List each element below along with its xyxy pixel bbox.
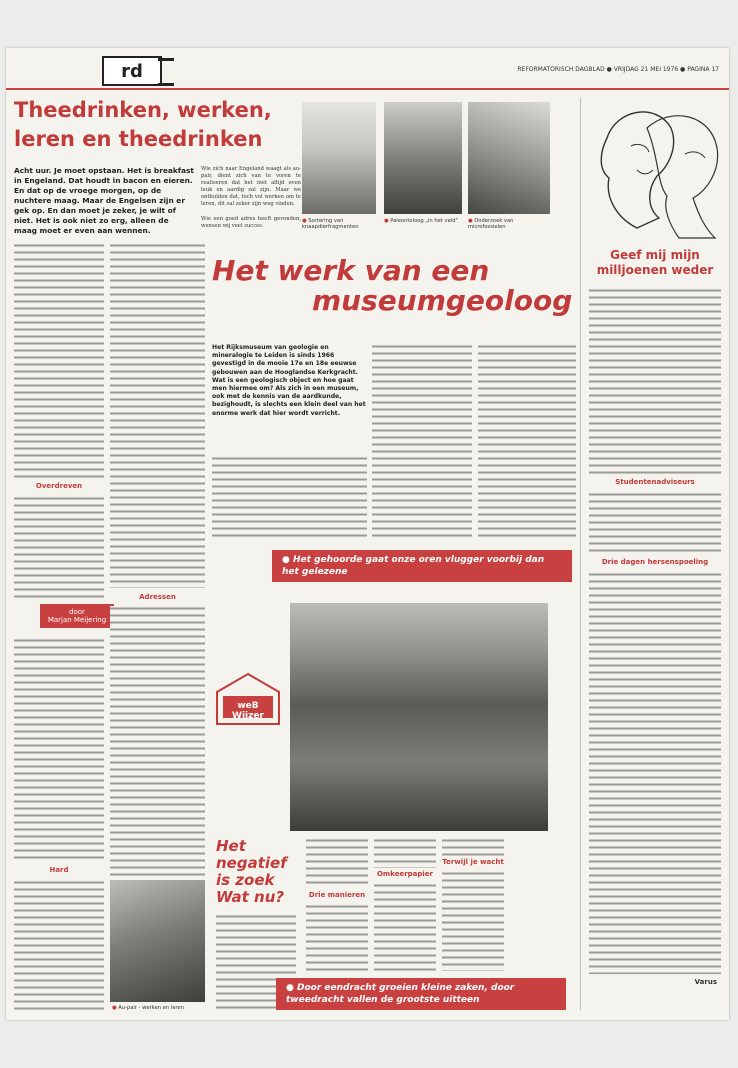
negatief-column-3a: [374, 838, 436, 868]
photo-paleontologist: [384, 102, 462, 214]
article1-column-1b: [14, 496, 104, 600]
subhead-omkeerpapier: Omkeerpapier: [376, 870, 433, 878]
au-pair-caption-text: Au-pair - werken en leren: [118, 1005, 184, 1011]
article2-title-line1: Het werk van een: [212, 254, 490, 287]
right-column-text-2: [589, 492, 721, 554]
faces-icon: [587, 98, 723, 248]
byline-badge: [40, 604, 114, 628]
page-number: PAGINA 17: [687, 66, 719, 73]
caption-microfossils-text: Onderzoek van microfossielen: [468, 218, 514, 230]
article2-column-3: [478, 344, 576, 538]
negatief-column-3b: [374, 883, 436, 971]
article2-lead: Het Rijksmuseum van geologie en mineralogie te Leiden is sinds 1966 gevestigd in de mooie 17e en 18e eeuwse gebouwen aan de Hooglandse Kerkgracht. Wat is een geologisch object en hoe gaat men hiermee om? Als zich in een museum, ook met de kennis van de aardkunde, bezighoudt, is slechts een klein deel van het enorme werk dat hier wordt verricht.: [212, 344, 366, 417]
web-wijzer-logo: [213, 670, 283, 728]
right-column-text-3: [589, 572, 721, 974]
photo-sorting: [302, 102, 376, 214]
subhead-adressen: Adressen: [139, 593, 176, 601]
quote-banner-1-text: Het gehoorde gaat onze oren vlugger voorbij dan het gelezene: [282, 555, 545, 577]
photo-microfossils: [468, 102, 550, 214]
article1-column-2: [110, 243, 205, 588]
intro-paragraph-2: Wie een goed adres heeft gevonden, wensen wij veel succes.: [201, 215, 301, 229]
quote-banner-2-text: Door eendracht groeien kleine zaken, door tweedracht vallen de grootste uitteen: [286, 983, 515, 1005]
subhead-studentenadviseurs: Studentenadviseurs: [615, 478, 695, 486]
negatief-column-4b: [442, 871, 504, 971]
article1-column-1d: [14, 880, 104, 1010]
article1-intro: [201, 166, 301, 234]
masthead-line: REFORMATORISCH DAGBLAD ● VRIJDAG 21 MEI 1976 ● PAGINA 17: [517, 66, 719, 73]
article2-column-2: [372, 344, 472, 538]
au-pair-photo: [110, 880, 205, 1002]
quote-banner-1: ● Het gehoorde gaat onze oren vlugger voorbij dan het gelezene: [272, 550, 572, 582]
negatief-column-2a: [306, 838, 368, 888]
caption-microfossils: ● Onderzoek van microfossielen: [468, 218, 514, 230]
article1-column-1c: [14, 638, 104, 863]
right-column: [580, 98, 729, 1010]
right-title-line2: milljoenen weder: [596, 263, 714, 277]
au-pair-caption: ● Au-pair - werken en leren: [112, 1005, 184, 1011]
subhead-terwijl: Terwijl je wacht: [442, 858, 504, 866]
subhead-hard: Hard: [49, 866, 69, 874]
rd-logo: rd: [102, 56, 162, 86]
logo-bars-icon: [158, 58, 174, 86]
header-rule: [6, 88, 729, 90]
article1-column-1: [14, 243, 104, 478]
right-title: [585, 248, 725, 278]
negatief-column-2b: [306, 904, 368, 972]
caption-sorting: ● Sortering van knaapdierfragmenten: [302, 218, 359, 230]
issue-date: VRIJDAG 21 MEI 1976: [613, 66, 679, 73]
article2-column-1b: [212, 456, 367, 538]
caption-paleontologist: ● Paleontoloog „in het veld": [384, 218, 458, 224]
subhead-overdreven: Overdreven: [35, 482, 83, 490]
article1-column-2b: [110, 606, 205, 876]
byline-label: door: [69, 608, 85, 616]
negatief-column-4a: [442, 838, 504, 856]
newspaper-page: [6, 48, 729, 1020]
article1-title: Theedrinken, werken, leren en theedrinken: [14, 98, 272, 151]
article2-title-line2: museumgeoloog: [312, 284, 573, 317]
web-wijzer-text: weB Wijzer: [232, 701, 264, 721]
negatief-title: Het negatief is zoek Wat nu?: [216, 837, 287, 906]
caption-paleontologist-text: Paleontoloog „in het veld": [390, 218, 458, 224]
paper-name: REFORMATORISCH DAGBLAD: [517, 66, 605, 73]
quote-banner-2: ● Door eendracht groeien kleine zaken, door tweedracht vallen de grootste uitteen: [276, 978, 566, 1010]
subhead-hersenspoeling: Drie dagen hersenspoeling: [601, 558, 709, 566]
signature: Varus: [694, 978, 717, 986]
article1-lead: Acht uur. Je moet opstaan. Het is breakfast in Engeland. Dat houdt in bacon en eieren. En dat op de vroege morgen, op de nuchtere maag. Maar de Engelsen zijn er gek op. En dan moet je zeker, je wilt of niet. Het is ook niet zo erg, alleen de maag moet er even aan wennen.: [14, 166, 194, 235]
subhead-drie-manieren: Drie manieren: [308, 891, 366, 899]
faces-illustration: [587, 98, 723, 248]
caption-sorting-text: Sortering van knaapdierfragmenten: [302, 218, 359, 230]
right-title-line1: Geef mij mijn: [610, 248, 700, 262]
article2-title: [212, 256, 582, 316]
intro-paragraph: Wie zich naar Engeland waagt als au-pair, dient zich van te voren te realiseren dat het niet altijd even leuk en aardig zal zijn. Maar we onthulden dat, toch vol werken om te leren, dit zal zeker zijn weg vinden.: [201, 166, 301, 208]
byline-name: Marjan Meijering: [47, 616, 107, 624]
right-column-text-1: [589, 288, 721, 474]
class-photo: [290, 603, 548, 831]
